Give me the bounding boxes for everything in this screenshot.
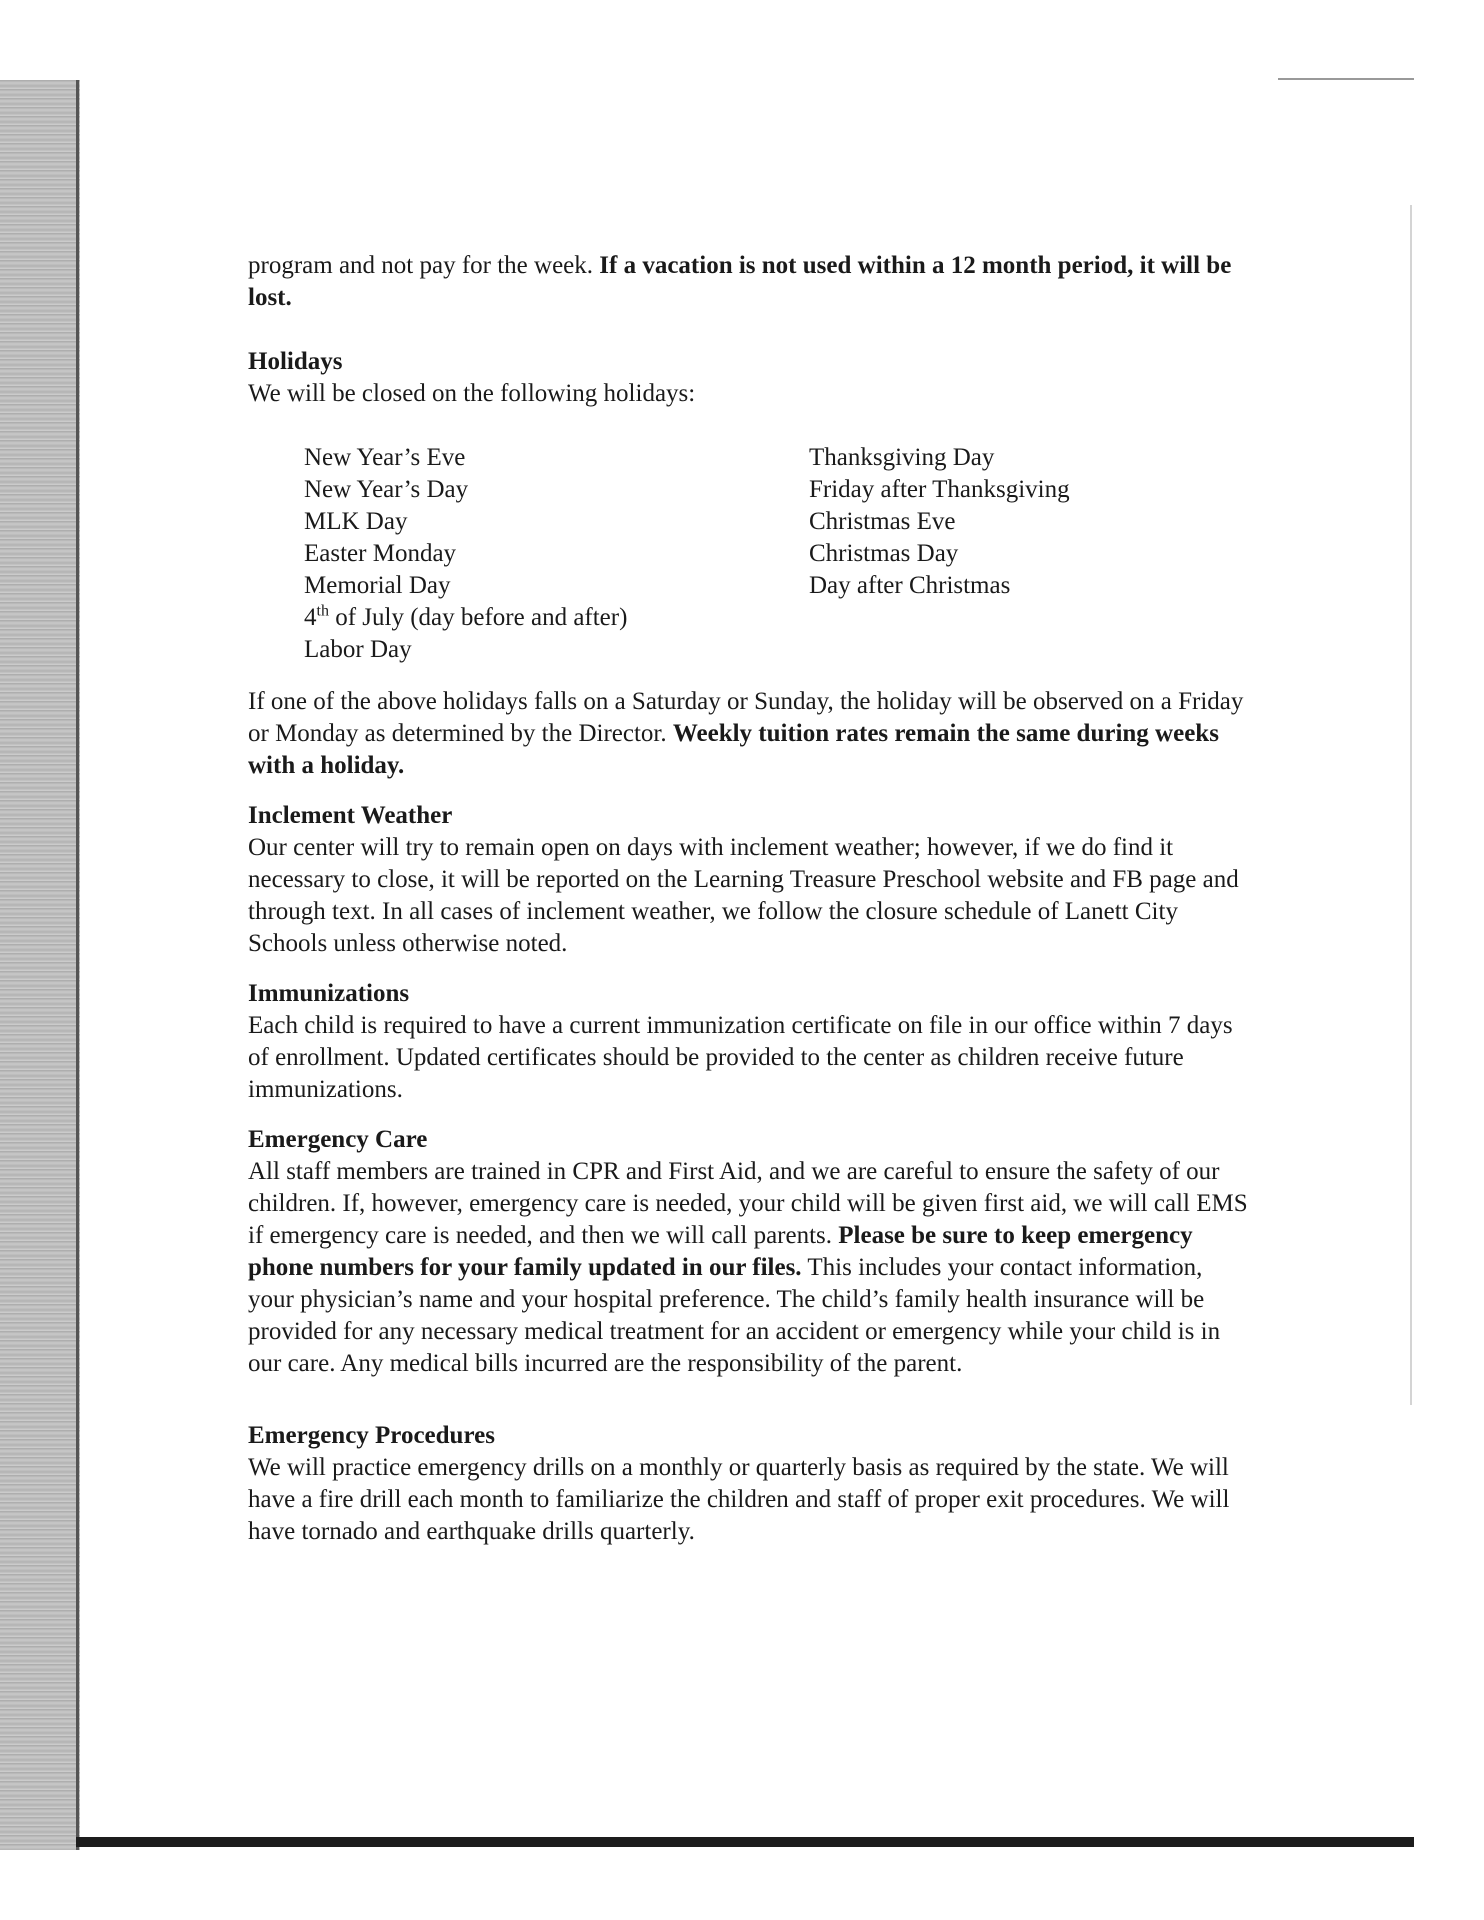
inclement-heading: Inclement Weather	[248, 802, 453, 829]
holiday-item: Day after Christmas	[809, 572, 1011, 599]
holiday-column-left	[304, 442, 809, 666]
july4-superscript: th	[316, 602, 329, 620]
holiday-item: Christmas Day	[809, 540, 959, 567]
july4-number: 4	[304, 604, 317, 631]
holiday-column-right	[809, 442, 1229, 666]
page-left-border	[76, 80, 79, 1850]
holiday-item: Thanksgiving Day	[809, 444, 995, 471]
emergency-care-text	[248, 1156, 1248, 1380]
intro-text: program and not pay for the week.	[248, 252, 594, 279]
july4-rest: of July (day before and after)	[328, 604, 628, 631]
emergency-procedures-heading: Emergency Procedures	[248, 1422, 495, 1449]
holidays-note	[248, 686, 1248, 782]
holiday-item: New Year’s Eve	[304, 444, 466, 471]
immunizations-heading: Immunizations	[248, 980, 410, 1007]
holidays-note-bold: Weekly tuition rates remain the same during weeks with a holiday.	[248, 720, 1219, 779]
holidays-intro: We will be closed on the following holidays:	[248, 380, 696, 407]
emergency-procedures-text: We will practice emergency drills on a monthly or quarterly basis as required by the state. We will have a fire drill each month to familiarize the children and staff of proper exit procedures. We will have tornado and earthquake drills quarterly.	[248, 1454, 1230, 1545]
emergency-care-heading: Emergency Care	[248, 1126, 428, 1153]
inclement-text: Our center will try to remain open on days with inclement weather; however, if we do find it necessary to close, it will be reported on the Learning Treasure Preschool website and FB page and through text. In all cases of inclement weather, we follow the closure schedule of Lanett City Schools unless otherwise noted.	[248, 834, 1239, 957]
emergency-care-text-2: This includes your contact information, your physician’s name and your hospital preference. The child’s family health insurance will be provided for any necessary medical treatment for an accident or emergency while your child is in our care. Any medical bills incurred are the responsibility of the parent.	[248, 1254, 1221, 1377]
intro-paragraph	[248, 250, 1248, 314]
holiday-item: Labor Day	[304, 636, 412, 663]
holiday-item: Christmas Eve	[809, 508, 956, 535]
holiday-item: Friday after Thanksgiving	[809, 476, 1070, 503]
holidays-note-text: If one of the above holidays falls on a Saturday or Sunday, the holiday will be observed on a Friday or Monday as determined by the Director.	[248, 688, 1244, 747]
emergency-care-text-1: All staff members are trained in CPR and First Aid, and we are careful to ensure the safety of our children. If, however, emergency care is needed, your child will be given first aid, we will call EMS if emergency care is needed, and then we will call parents.	[248, 1158, 1248, 1249]
page-bottom-edge	[76, 1837, 1414, 1847]
emergency-care-bold: Please be sure to keep emergency phone numbers for your family updated in our files.	[248, 1222, 1193, 1281]
holidays-heading: Holidays	[248, 348, 343, 375]
page-left-edge	[0, 80, 80, 1850]
intro-bold-text: If a vacation is not used within a 12 month period, it will be lost.	[248, 252, 1232, 311]
holiday-item-july-4	[304, 602, 809, 634]
immunizations-text: Each child is required to have a current immunization certificate on file in our office within 7 days of enrollment. Updated certificates should be provided to the center as children receive future immunizations.	[248, 1012, 1233, 1103]
document-body	[248, 250, 1248, 1548]
holiday-item: Easter Monday	[304, 540, 457, 567]
page-top-mark	[1278, 78, 1414, 80]
holiday-list	[304, 442, 1248, 666]
holiday-item: New Year’s Day	[304, 476, 469, 503]
holiday-item: Memorial Day	[304, 572, 451, 599]
holiday-item: MLK Day	[304, 508, 408, 535]
page-right-edge	[1410, 205, 1412, 1405]
